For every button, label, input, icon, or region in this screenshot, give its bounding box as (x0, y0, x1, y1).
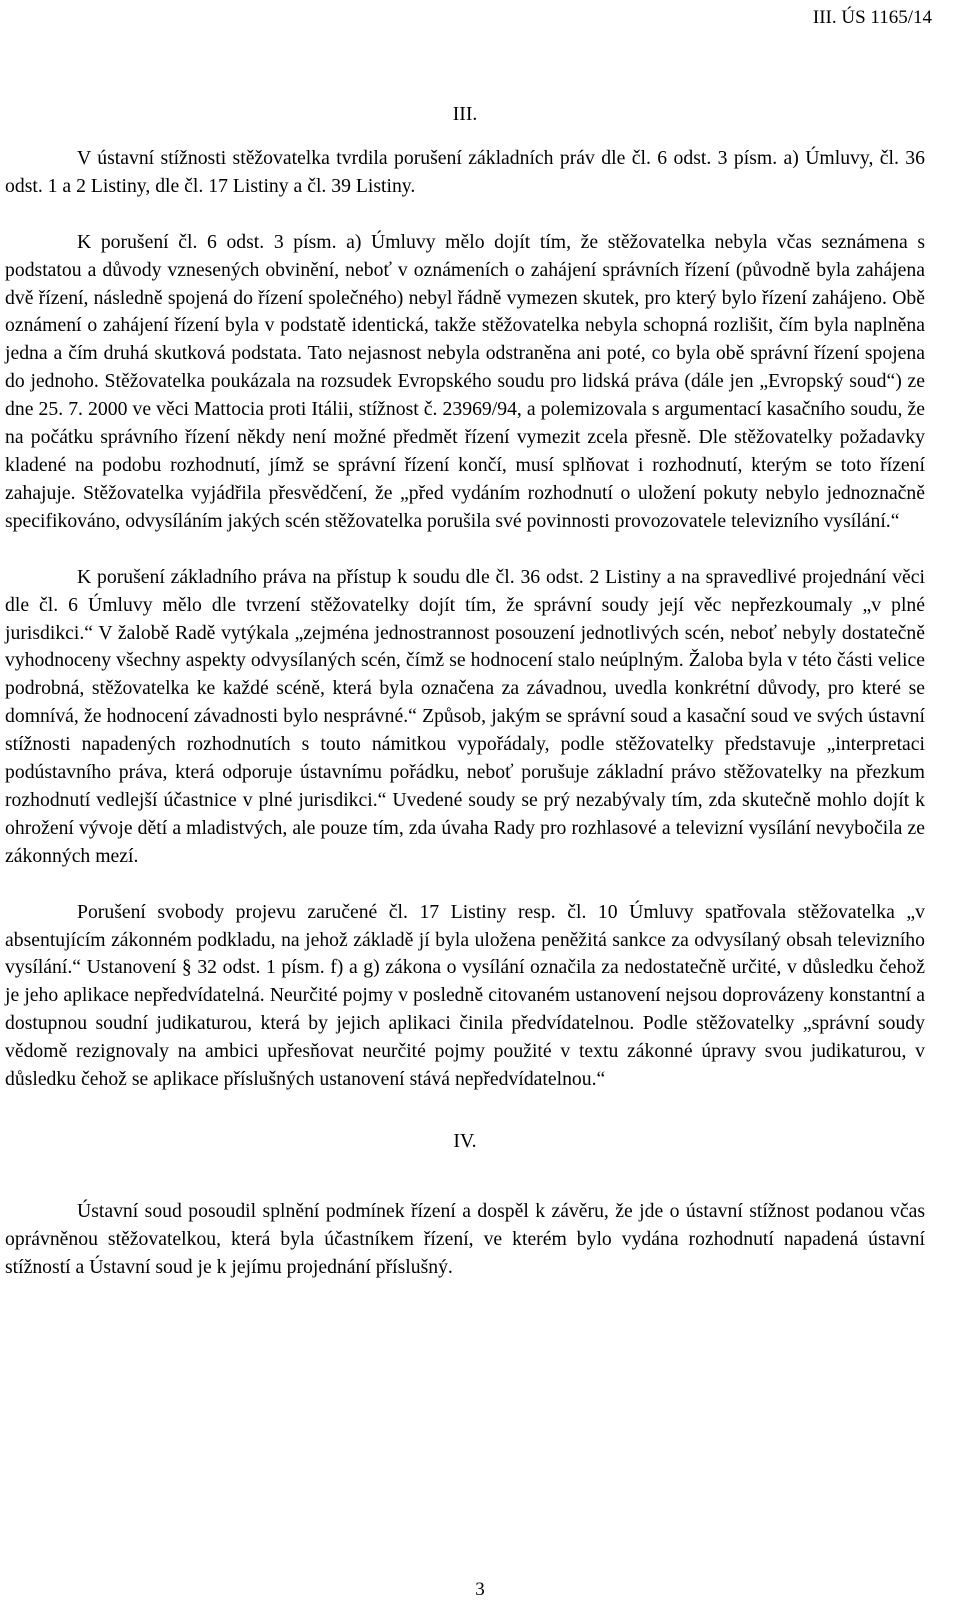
section-heading-four: IV. (453, 1130, 477, 1152)
paragraph: Porušení svobody projevu zaručené čl. 17 Listiny resp. čl. 10 Úmluvy spatřovala stěžovatelka „v absentujícím zákonném podkladu, na jehož základě jí byla uložena peněžitá sankce za odvysílaný obsah televizního vysílání.“ Ustanovení § 32 odst. 1 písm. f) a g) zákona o vysílání označila za nedostatečně určité, v důsledku čehož je jeho aplikace nepředvídatelná. Neurčité pojmy v posledně citovaném ustanovení nejsou doprovázeny konstantní a dostupnou soudní judikaturou, která by jejich aplikaci činila předvídatelnou. Podle stěžovatelky „správní soudy vědomě rezignovaly na ambici upřesňovat neurčité pojmy použité v textu zákonné úpravy svou judikaturou, v důsledku čehož se aplikace příslušných ustanovení stává nepředvídatelnou.“ (5, 900, 925, 1091)
paragraph: V ústavní stížnosti stěžovatelka tvrdila porušení základních práv dle čl. 6 odst. 3 písm. a) Úmluvy, čl. 36 odst. 1 a 2 Listiny, dle čl. 17 Listiny a čl. 39 Listiny. (5, 146, 925, 197)
paragraph: K porušení základního práva na přístup k soudu dle čl. 36 odst. 2 Listiny a na spravedlivé projednání věci dle čl. 6 Úmluvy mělo dle tvrzení stěžovatelky dojít tím, že správní soudy její věc nepřezkoumaly „v plné jurisdikci.“ V žalobě Radě vytýkala „zejména jednostrannost posouzení jednotlivých scén, neboť nebyly dostatečně vyhodnoceny všechny aspekty odvysílaných scén, čímž se hodnocení stalo neúplným. Žaloba byla v této části velice podrobná, stěžovatelka ke každé scéně, která byla označena za závadnou, uvedla konkrétní důvody, pro které se domnívá, že hodnocení závadnosti bylo nesprávné.“ Způsob, jakým se správní soud a kasační soud ve svých ústavní stížnosti napadených rozhodnutích s touto námitkou vypořádaly, podle stěžovatelky představuje „interpretaci podústavního práva, která odporuje ústavnímu pořádku, neboť porušuje základní právo stěžovatelky na přezkum rozhodnutí vedlejší účastnice v plné jurisdikci.“ Uvedené soudy se prý nezabývaly tím, zda skutečně mohlo dojít k ohrožení vývoje dětí a mladistvých, ale pouze tím, zda úvaha Rady pro rozhlasové a televizní vysílání nevybočila ze zákonných mezí. (5, 565, 925, 867)
paragraph: K porušení čl. 6 odst. 3 písm. a) Úmluvy mělo dojít tím, že stěžovatelka nebyla včas seznámena s podstatou a důvody vznesených obvinění, neboť v oznámeních o zahájení správních řízení (původně byla zahájena dvě řízení, následně spojená do řízení společného) nebyl řádně vymezen skutek, pro který bylo řízení zahájeno. Obě oznámení o zahájení řízení byla v podstatě identická, takže stěžovatelka nebyla schopná rozlišit, čím byla naplněna jedna a čím druhá skutková podstata. Tato nejasnost nebyla odstraněna ani poté, co byla obě správní řízení spojena do jednoho. Stěžovatelka poukázala na rozsudek Evropského soudu pro lidská práva (dále jen „Evropský soud“) ze dne 25. 7. 2000 ve věci Mattocia proti Itálii, stížnost č. 23969/94, a polemizovala s argumentací kasačního soudu, že na počátku správního řízení někdy není možné předmět řízení vymezit zcela přesně. Dle stěžovatelky požadavky kladené na podobu rozhodnutí, jímž se správní řízení končí, musí splňovat i rozhodnutí, kterým se toto řízení zahajuje. Stěžovatelka vyjádřila přesvědčení, že „před vydáním rozhodnutí o uložení pokuty nebylo jednoznačně specifikováno, odvysíláním jakých scén stěžovatelka porušila své povinnosti provozovatele televizního vysílání.“ (5, 230, 925, 532)
document-body (5, 101, 925, 1282)
case-number-header: III. ÚS 1165/14 (812, 7, 932, 28)
page-number: 3 (475, 1579, 485, 1600)
section-heading-three: III. (452, 103, 478, 125)
paragraph: Ústavní soud posoudil splnění podmínek řízení a dospěl k závěru, že jde o ústavní stížnost podanou včas oprávněnou stěžovatelkou, která byla účastníkem řízení, ve kterém bylo vydána rozhodnutí napadená ústavní stížností a Ústavní soud je k jejímu projednání příslušný. (5, 1199, 925, 1278)
